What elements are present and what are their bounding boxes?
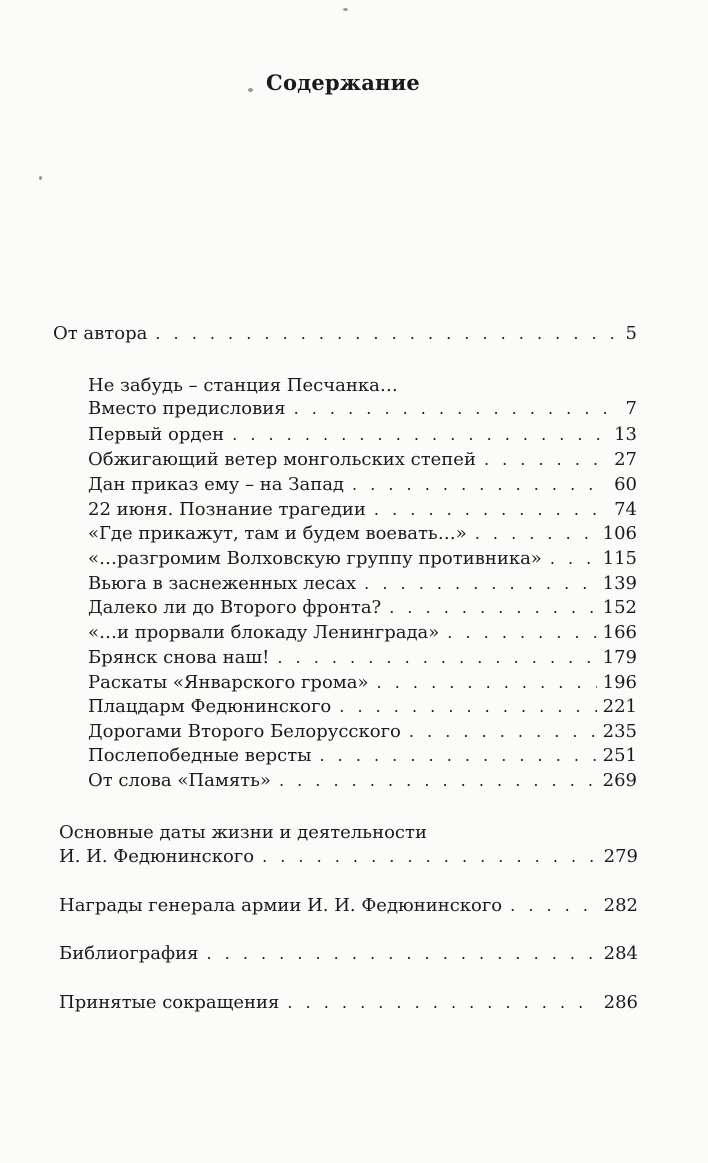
toc-entry-chapter — [88, 423, 637, 447]
dot-leader — [232, 423, 608, 447]
toc-entry-page: 74 — [614, 499, 637, 520]
toc-entry-label: 22 июня. Познание трагедии — [88, 499, 366, 520]
toc-entry-chapter — [88, 596, 637, 620]
toc-entry-label: «…и прорвали блокаду Ленинграда» — [88, 622, 440, 643]
toc-entry-label: Плацдарм Федюнинского — [88, 696, 332, 717]
toc-entry-label: Дан приказ ему – на Запад — [88, 474, 345, 495]
dot-leader — [374, 498, 608, 522]
toc-entry-label: «…разгромим Волховскую группу противника» — [88, 548, 542, 569]
toc-entry-chapter — [88, 448, 637, 472]
toc-entry-page: 279 — [603, 846, 638, 867]
toc-entry-page: 115 — [602, 548, 637, 569]
dot-leader — [409, 720, 597, 744]
toc-entry-intro-line1: Не забудь – станция Песчанка… — [88, 375, 398, 396]
toc-entry-page: 166 — [602, 622, 637, 643]
toc-entry-chapter — [88, 646, 637, 670]
dot-leader — [550, 547, 597, 571]
toc-entry-label: От слова «Память» — [88, 770, 271, 791]
toc-entry-page: 5 — [625, 323, 637, 344]
toc-entry-chapter — [88, 572, 637, 596]
toc-entry-label: Вместо предисловия — [88, 398, 286, 419]
toc-entry-chapter — [88, 621, 637, 645]
toc-entry-chapter — [88, 522, 637, 546]
toc-entry-label: Послепобедные версты — [88, 745, 312, 766]
dot-leader — [155, 322, 619, 346]
toc-entry-page: 179 — [602, 647, 637, 668]
toc-entry-chapter — [88, 671, 637, 695]
dot-leader — [475, 522, 597, 546]
toc-entry-dates-line1: Основные даты жизни и деятельности — [59, 822, 427, 843]
toc-entry-page: 60 — [614, 474, 637, 495]
toc-entry-page: 235 — [602, 721, 637, 742]
print-speck — [343, 8, 348, 11]
toc-entry-label: Вьюга в заснеженных лесах — [88, 573, 357, 594]
toc-entry-page: 7 — [625, 398, 637, 419]
toc-entry-awards — [59, 894, 638, 918]
page-title: Содержание — [266, 70, 420, 95]
toc-entry-page: 13 — [614, 424, 637, 445]
dot-leader — [484, 448, 608, 472]
dot-leader — [339, 695, 596, 719]
toc-entry-author — [53, 322, 637, 346]
toc-entry-label: Дорогами Второго Белорусского — [88, 721, 401, 742]
toc-entry-chapter — [88, 695, 637, 719]
dot-leader — [279, 769, 597, 793]
dot-leader — [352, 473, 608, 497]
toc-entry-label: Принятые сокращения — [59, 992, 280, 1013]
toc-entry-label: От автора — [53, 323, 148, 344]
toc-entry-chapter — [88, 769, 637, 793]
toc-entry-dates — [59, 845, 638, 869]
dot-leader — [277, 646, 596, 670]
toc-entry-page: 152 — [602, 597, 637, 618]
toc-entry-label: Далеко ли до Второго фронта? — [88, 597, 382, 618]
toc-entry-abbreviations — [59, 991, 638, 1015]
toc-entry-label: Раскаты «Январского грома» — [88, 672, 369, 693]
toc-entry-label: Награды генерала армии И. И. Федюнинского — [59, 895, 503, 916]
dot-leader — [377, 671, 597, 695]
toc-entry-chapter — [88, 498, 637, 522]
toc-entry-chapter — [88, 473, 637, 497]
toc-entry-page: 284 — [603, 943, 638, 964]
toc-entry-page: 221 — [602, 696, 637, 717]
toc-entry-page: 196 — [602, 672, 637, 693]
toc-entry-label: Библиография — [59, 943, 199, 964]
toc-entry-chapter — [88, 720, 637, 744]
toc-entry-page: 27 — [614, 449, 637, 470]
dot-leader — [262, 845, 598, 869]
toc-entry-page: 269 — [602, 770, 637, 791]
toc-entry-page: 106 — [602, 523, 637, 544]
dot-leader — [510, 894, 597, 918]
dot-leader — [389, 596, 596, 620]
toc-entry-chapter — [88, 547, 637, 571]
dot-leader — [319, 744, 596, 768]
toc-entry-label: «Где прикажут, там и будем воевать…» — [88, 523, 467, 544]
toc-entry-label: И. И. Федюнинского — [59, 846, 255, 867]
print-speck — [39, 176, 42, 180]
dot-leader — [294, 397, 620, 421]
toc-entry-chapter — [88, 744, 637, 768]
toc-entry-page: 286 — [603, 992, 638, 1013]
dot-leader — [364, 572, 596, 596]
toc-entry-label: Первый орден — [88, 424, 225, 445]
toc-entry-intro — [88, 397, 637, 421]
toc-entry-bibliography — [59, 942, 638, 966]
toc-entry-label: Обжигающий ветер монгольских степей — [88, 449, 476, 470]
dot-leader — [287, 991, 597, 1015]
toc-entry-page: 139 — [602, 573, 637, 594]
toc-entry-page: 251 — [602, 745, 637, 766]
toc-entry-label: Брянск снова наш! — [88, 647, 270, 668]
dot-leader — [447, 621, 596, 645]
dot-leader — [206, 942, 597, 966]
toc-entry-page: 282 — [603, 895, 638, 916]
